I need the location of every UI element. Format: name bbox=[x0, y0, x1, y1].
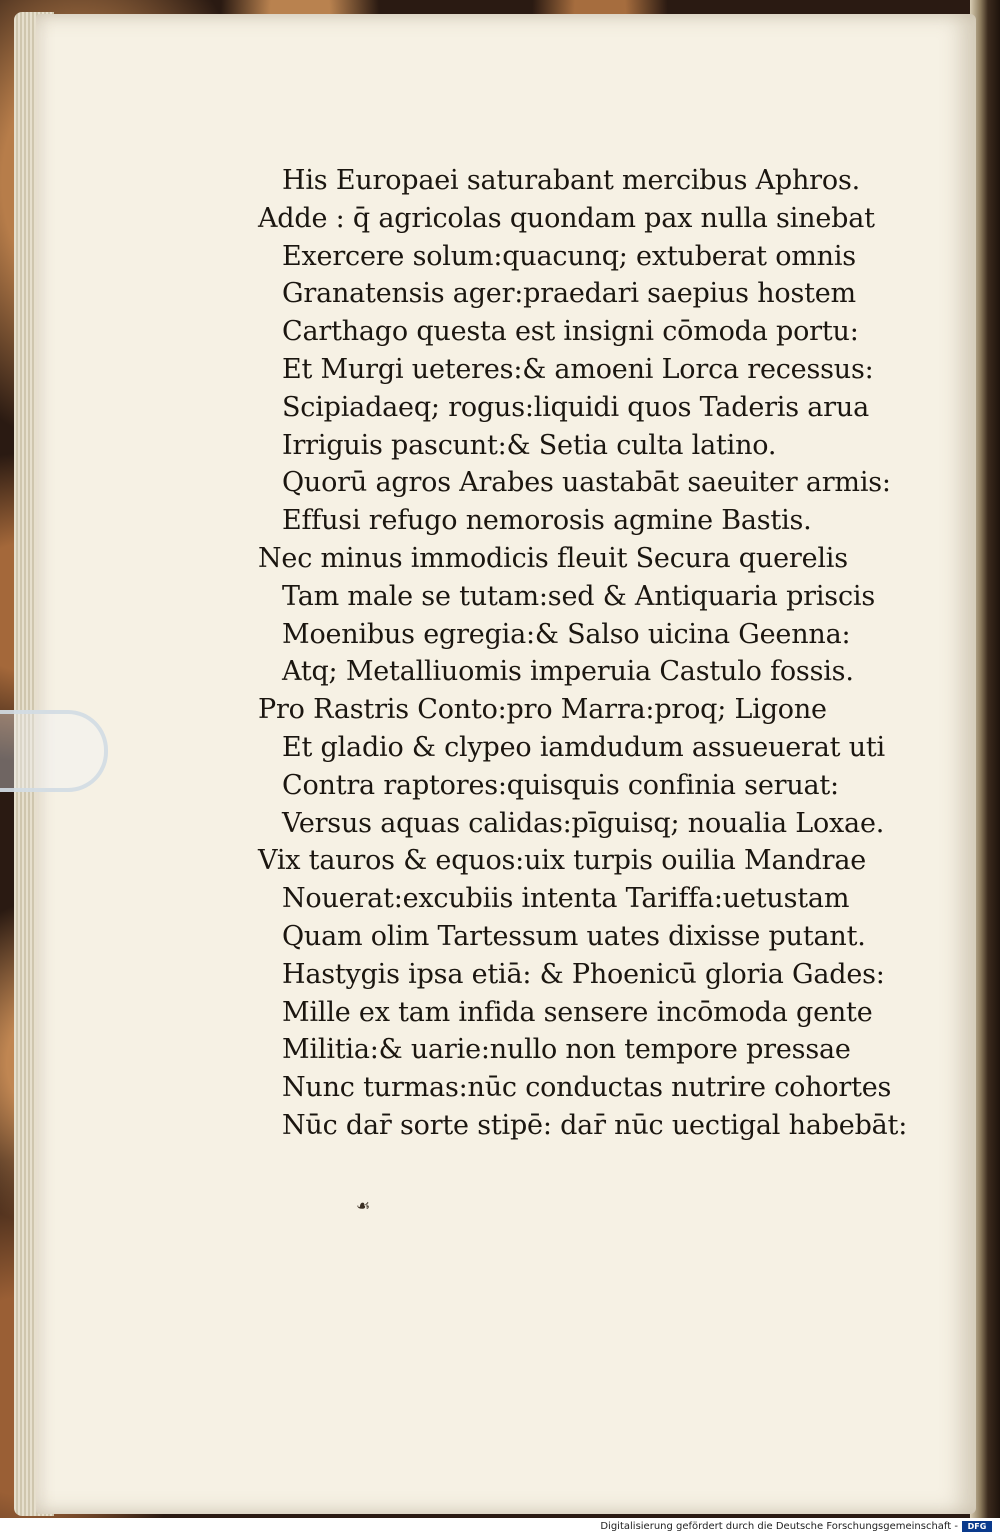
verse-line: Carthago questa est insigni cōmoda portu: bbox=[282, 316, 859, 348]
verse-line: Atq; Metalliuomis imperuia Castulo fossis. bbox=[282, 656, 854, 688]
verse-line: Contra raptores:quisquis confinia seruat: bbox=[282, 769, 839, 801]
verse-line: Pro Rastris Conto:pro Marra:proq; Ligone bbox=[258, 694, 827, 726]
verse-line: Adde : q̄ agricolas quondam pax nulla sinebat bbox=[258, 202, 875, 234]
verse-line: Quorū agros Arabes uastabāt saeuiter armis: bbox=[282, 467, 891, 499]
verse-line: Exercere solum:quacunq; extuberat omnis bbox=[282, 240, 856, 272]
verse-line: Nouerat:excubiis intenta Tariffa:uetustam bbox=[282, 883, 850, 915]
verse-line: Hastygis ipsa etiā: & Phoenicū gloria Gades: bbox=[282, 958, 885, 990]
verse-line: Vix tauros & equos:uix turpis ouilia Mandrae bbox=[258, 845, 867, 877]
verse-line: Versus aquas calidas:pīguisq; noualia Loxae. bbox=[282, 807, 885, 839]
printer-ornament-mark: ☙ bbox=[356, 1196, 371, 1215]
verse-line: Mille ex tam infida sensere incōmoda gente bbox=[282, 996, 873, 1028]
dfg-logo: DFG bbox=[962, 1521, 992, 1532]
verse-line: Irriguis pascunt:& Setia culta latino. bbox=[282, 429, 777, 461]
verse-line: Militia:& uarie:nullo non tempore pressae bbox=[282, 1034, 851, 1066]
verse-line: Scipiadaeq; rogus:liquidi quos Taderis arua bbox=[282, 391, 869, 423]
verse-text-block bbox=[256, 162, 908, 1145]
verse-line: Moenibus egregia:& Salso uicina Geenna: bbox=[282, 618, 851, 650]
verse-line: His Europaei saturabant mercibus Aphros. bbox=[282, 165, 860, 196]
bookmark-clip bbox=[0, 710, 108, 792]
verse-line: Et gladio & clypeo iamdudum assueuerat uti bbox=[282, 731, 885, 763]
verse-line: Effusi refugo nemorosis agmine Bastis. bbox=[282, 505, 812, 537]
verse-line: Nūc dar̄ sorte stipē: dar̄ nūc uectigal habebāt: bbox=[282, 1109, 908, 1141]
verse-line: Et Murgi ueteres:& amoeni Lorca recessus: bbox=[282, 353, 874, 385]
verse-line: Quam olim Tartessum uates dixisse putant. bbox=[282, 920, 866, 952]
verse-line: Nec minus immodicis fleuit Secura querelis bbox=[258, 542, 848, 574]
verse-line: Granatensis ager:praedari saepius hostem bbox=[282, 278, 856, 310]
footer-credit: Digitalisierung gefördert durch die Deutsche Forschungsgemeinschaft - bbox=[600, 1521, 958, 1532]
verse-line: Tam male se tutam:sed & Antiquaria priscis bbox=[282, 580, 875, 612]
verse-line: Nunc turmas:nūc conductas nutrire cohortes bbox=[282, 1072, 892, 1104]
digitization-footer bbox=[0, 1518, 1000, 1535]
